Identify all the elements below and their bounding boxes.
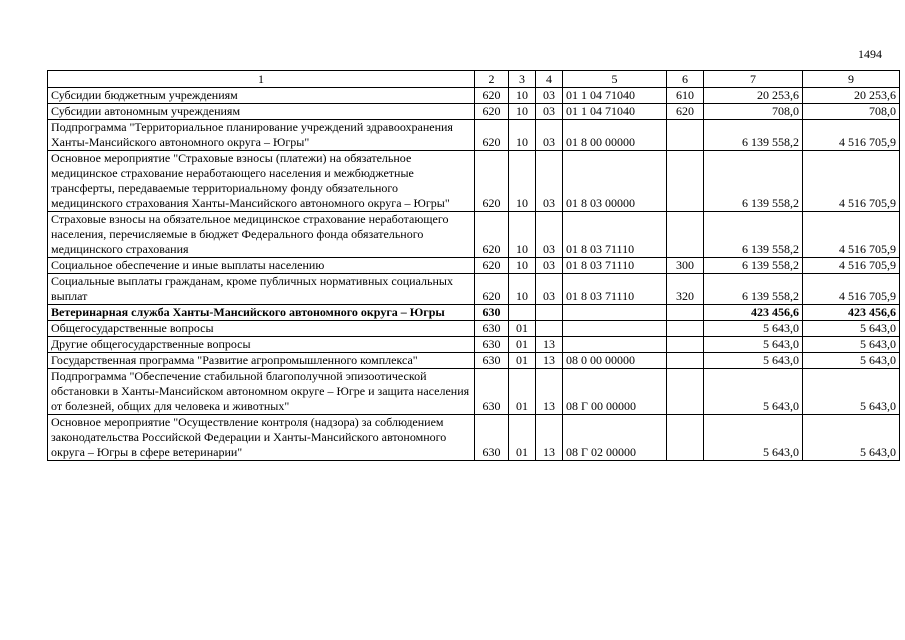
- row-target-article-cell: [563, 321, 667, 337]
- row-amount-cell: 5 643,0: [803, 415, 900, 461]
- budget-table: [47, 70, 900, 461]
- row-name-cell: Основное мероприятие "Страховые взносы (платежи) на обязательное медицинское страхование неработающего населения и межбюджетные трансферты, передаваемые территориальному фонду обязательного медицинского страхования Ханты-Мансийского автономного округа – Югры": [48, 151, 475, 212]
- header-cell: 5: [563, 71, 667, 88]
- row-amount-cell: 5 643,0: [803, 337, 900, 353]
- row-expense-type-cell: [667, 369, 704, 415]
- row-amount-cell: 20 253,6: [704, 88, 803, 104]
- row-subsection-cell: 03: [536, 274, 563, 305]
- table-row: [48, 120, 900, 151]
- row-code-cell: 620: [475, 258, 509, 274]
- row-target-article-cell: 01 8 03 00000: [563, 151, 667, 212]
- row-code-cell: 630: [475, 321, 509, 337]
- row-code-cell: 620: [475, 104, 509, 120]
- row-expense-type-cell: [667, 305, 704, 321]
- header-cell: 4: [536, 71, 563, 88]
- row-subsection-cell: 03: [536, 120, 563, 151]
- row-section-cell: 01: [509, 353, 536, 369]
- table-row: [48, 369, 900, 415]
- table-row: [48, 337, 900, 353]
- row-target-article-cell: 08 0 00 00000: [563, 353, 667, 369]
- row-target-article-cell: [563, 305, 667, 321]
- row-amount-cell: 4 516 705,9: [803, 212, 900, 258]
- row-name-cell: Субсидии автономным учреждениям: [48, 104, 475, 120]
- row-code-cell: 630: [475, 305, 509, 321]
- header-cell: 2: [475, 71, 509, 88]
- table-row: [48, 305, 900, 321]
- row-name-cell: Общегосударственные вопросы: [48, 321, 475, 337]
- row-code-cell: 630: [475, 337, 509, 353]
- row-code-cell: 630: [475, 415, 509, 461]
- row-amount-cell: 5 643,0: [704, 415, 803, 461]
- row-amount-cell: 5 643,0: [704, 369, 803, 415]
- header-cell: 6: [667, 71, 704, 88]
- row-amount-cell: 4 516 705,9: [803, 258, 900, 274]
- row-amount-cell: 5 643,0: [704, 337, 803, 353]
- row-target-article-cell: 01 1 04 71040: [563, 88, 667, 104]
- row-name-cell: Подпрограмма "Обеспечение стабильной благополучной эпизоотической обстановки в Ханты-Мансийском автономном округе – Югре и защита населения от болезней, общих для человека и животных": [48, 369, 475, 415]
- row-subsection-cell: 03: [536, 104, 563, 120]
- row-amount-cell: 423 456,6: [704, 305, 803, 321]
- row-section-cell: 01: [509, 415, 536, 461]
- header-cell: 3: [509, 71, 536, 88]
- row-code-cell: 620: [475, 120, 509, 151]
- row-section-cell: 10: [509, 120, 536, 151]
- row-name-cell: Социальные выплаты гражданам, кроме публичных нормативных социальных выплат: [48, 274, 475, 305]
- row-subsection-cell: [536, 305, 563, 321]
- row-subsection-cell: 13: [536, 353, 563, 369]
- row-code-cell: 620: [475, 151, 509, 212]
- table-row: [48, 104, 900, 120]
- row-amount-cell: 5 643,0: [803, 353, 900, 369]
- table-row: [48, 415, 900, 461]
- row-expense-type-cell: [667, 415, 704, 461]
- row-expense-type-cell: [667, 321, 704, 337]
- row-target-article-cell: 01 8 03 71110: [563, 212, 667, 258]
- row-amount-cell: 708,0: [803, 104, 900, 120]
- header-row: [48, 71, 900, 88]
- header-cell: 1: [48, 71, 475, 88]
- row-section-cell: 10: [509, 212, 536, 258]
- table-row: [48, 274, 900, 305]
- row-expense-type-cell: 610: [667, 88, 704, 104]
- header-cell: 7: [704, 71, 803, 88]
- row-expense-type-cell: [667, 151, 704, 212]
- row-section-cell: 10: [509, 258, 536, 274]
- row-expense-type-cell: [667, 120, 704, 151]
- row-target-article-cell: 01 1 04 71040: [563, 104, 667, 120]
- row-name-cell: Другие общегосударственные вопросы: [48, 337, 475, 353]
- row-subsection-cell: 13: [536, 337, 563, 353]
- row-name-cell: Основное мероприятие "Осуществление контроля (надзора) за соблюдением законодательства Российской Федерации и Ханты-Мансийского автономного округа – Югры в сфере ветеринарии": [48, 415, 475, 461]
- row-expense-type-cell: 620: [667, 104, 704, 120]
- row-amount-cell: 20 253,6: [803, 88, 900, 104]
- row-amount-cell: 5 643,0: [704, 353, 803, 369]
- row-code-cell: 620: [475, 274, 509, 305]
- row-amount-cell: 5 643,0: [803, 321, 900, 337]
- row-subsection-cell: 03: [536, 88, 563, 104]
- row-name-cell: Социальное обеспечение и иные выплаты населению: [48, 258, 475, 274]
- table-row: [48, 88, 900, 104]
- row-name-cell: Государственная программа "Развитие агропромышленного комплекса": [48, 353, 475, 369]
- row-subsection-cell: 03: [536, 151, 563, 212]
- row-expense-type-cell: [667, 353, 704, 369]
- row-target-article-cell: 01 8 03 71110: [563, 274, 667, 305]
- row-amount-cell: 708,0: [704, 104, 803, 120]
- row-code-cell: 620: [475, 88, 509, 104]
- row-expense-type-cell: [667, 212, 704, 258]
- row-target-article-cell: 08 Г 02 00000: [563, 415, 667, 461]
- table-row: [48, 151, 900, 212]
- row-section-cell: 01: [509, 337, 536, 353]
- row-amount-cell: 4 516 705,9: [803, 274, 900, 305]
- row-subsection-cell: [536, 321, 563, 337]
- row-name-cell: Подпрограмма "Территориальное планирование учреждений здравоохранения Ханты-Мансийского автономного округа – Югры": [48, 120, 475, 151]
- row-target-article-cell: 08 Г 00 00000: [563, 369, 667, 415]
- row-name-cell: Субсидии бюджетным учреждениям: [48, 88, 475, 104]
- table-body: [48, 88, 900, 461]
- row-subsection-cell: 03: [536, 212, 563, 258]
- table-row: [48, 353, 900, 369]
- row-target-article-cell: 01 8 00 00000: [563, 120, 667, 151]
- row-section-cell: [509, 305, 536, 321]
- row-amount-cell: 5 643,0: [704, 321, 803, 337]
- row-target-article-cell: [563, 337, 667, 353]
- row-amount-cell: 6 139 558,2: [704, 151, 803, 212]
- row-amount-cell: 6 139 558,2: [704, 274, 803, 305]
- row-section-cell: 10: [509, 274, 536, 305]
- row-code-cell: 620: [475, 212, 509, 258]
- row-subsection-cell: 13: [536, 415, 563, 461]
- row-code-cell: 630: [475, 369, 509, 415]
- row-section-cell: 10: [509, 88, 536, 104]
- row-code-cell: 630: [475, 353, 509, 369]
- row-expense-type-cell: 300: [667, 258, 704, 274]
- table-row: [48, 321, 900, 337]
- row-section-cell: 10: [509, 104, 536, 120]
- row-amount-cell: 6 139 558,2: [704, 212, 803, 258]
- row-amount-cell: 4 516 705,9: [803, 151, 900, 212]
- row-expense-type-cell: 320: [667, 274, 704, 305]
- table-row: [48, 258, 900, 274]
- row-subsection-cell: 03: [536, 258, 563, 274]
- row-name-cell: Страховые взносы на обязательное медицинское страхование неработающего населения, перечисляемые в бюджет Федерального фонда обязательного медицинского страхования: [48, 212, 475, 258]
- row-amount-cell: 6 139 558,2: [704, 120, 803, 151]
- row-section-cell: 10: [509, 151, 536, 212]
- row-target-article-cell: 01 8 03 71110: [563, 258, 667, 274]
- row-section-cell: 01: [509, 321, 536, 337]
- row-amount-cell: 4 516 705,9: [803, 120, 900, 151]
- table-row: [48, 212, 900, 258]
- row-subsection-cell: 13: [536, 369, 563, 415]
- row-expense-type-cell: [667, 337, 704, 353]
- row-section-cell: 01: [509, 369, 536, 415]
- row-amount-cell: 5 643,0: [803, 369, 900, 415]
- page-number: 1494: [858, 47, 882, 61]
- header-cell: 9: [803, 71, 900, 88]
- row-amount-cell: 6 139 558,2: [704, 258, 803, 274]
- row-amount-cell: 423 456,6: [803, 305, 900, 321]
- row-name-cell: Ветеринарная служба Ханты-Мансийского автономного округа – Югры: [48, 305, 475, 321]
